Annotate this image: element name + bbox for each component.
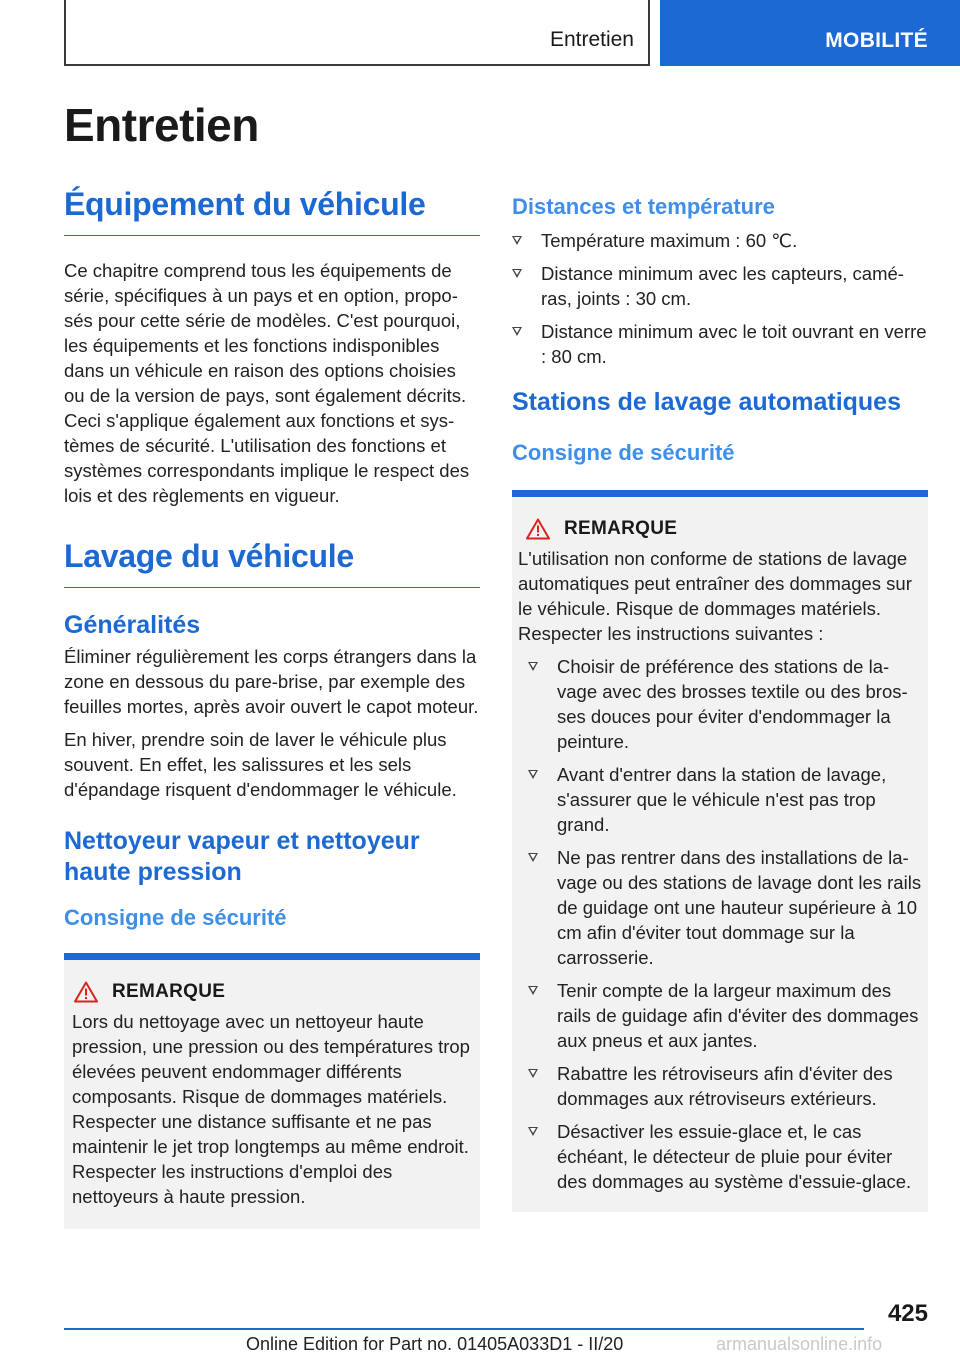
triangle-bullet-icon xyxy=(528,662,538,671)
list-item: Avant d'entrer dans la station de lavage, s'assurer que le véhicule n'est pas trop grand. xyxy=(528,762,922,837)
triangle-bullet-icon xyxy=(528,1127,538,1136)
triangle-bullet-icon xyxy=(528,986,538,995)
list-item: Distance minimum avec le toit ouvrant en verre : 80 cm. xyxy=(512,319,928,369)
general-paragraph-2: En hiver, prendre soin de laver le véhicule plus souvent. En effet, les salissures et les sels d'épandage risquent d'endommager le véhicule. xyxy=(64,729,457,801)
list-item: Choisir de préférence des stations de lavage avec des brosses textile ou des brosses douces pour éviter d'endommager la peinture. xyxy=(528,654,922,754)
page-number: 425 xyxy=(887,1300,928,1327)
right-safety-heading: Consigne de sécurité xyxy=(512,439,735,465)
triangle-bullet-icon xyxy=(528,770,538,779)
general-heading: Généralités xyxy=(64,610,201,639)
list-item: Rabattre les rétroviseurs afin d'éviter des dommages aux rétroviseurs extérieurs. xyxy=(528,1061,922,1111)
warning-triangle-icon xyxy=(526,518,550,540)
washing-heading: Lavage du véhicule xyxy=(64,538,480,588)
list-item: Ne pas rentrer dans des installations de lavage ou des stations de lavage dont les rails de guidage ont une hauteur supérieure à 10 cm afin d'éviter tout dommage sur la carrosserie. xyxy=(528,845,922,970)
list-item: Désactiver les essuie-glace et, le cas échéant, le détecteur de pluie pour éviter des dommages au système d'essuie-glace. xyxy=(528,1119,922,1194)
steam-cleaner-heading: Nettoyeur vapeur et nettoyeur haute pression xyxy=(64,827,420,886)
distances-heading: Distances et température xyxy=(512,194,775,219)
vehicle-equipment-text: Ce chapitre comprend tous les équipements de série, spécifiques à un pays et en option, proposés pour cette série de modèles. C'est pourquoi, les équipements et les fonctions indisponibles dans un véhicule en raison des options choisies ou de la version de pays, sont également décrits. Ceci s'applique également aux fonctions et systèmes de sécurité. L'utilisation des fonctions et systèmes correspondants implique le respect des lois et des règlements en vigueur. xyxy=(64,259,470,506)
warning-triangle-icon xyxy=(74,981,98,1003)
triangle-bullet-icon xyxy=(528,853,538,862)
header-section-label: Entretien xyxy=(549,28,634,51)
left-note-text: Lors du nettoyage avec un nettoyeur haute pression, une pression ou des températures trop élevées peuvent endommager différents composants. Risque de dommages matériels. Respecter une distance suffisante et ne pas maintenir le jet trop longtemps au même endroit. Respecter les instructions d'emploi des nettoyeurs à haute pression. xyxy=(72,1011,470,1208)
right-note-label: REMARQUE xyxy=(564,518,678,540)
left-column xyxy=(64,186,480,1229)
general-paragraph-1: Éliminer régulièrement les corps étrangers dans la zone en dessous du pare-brise, par exemple des feuilles mortes, après avoir ouvert le capot moteur. xyxy=(64,646,479,718)
right-note-text: L'utilisation non conforme de stations de lavage automatiques peut entraîner des dommages sur le véhicule. Risque de dommages matériels. Respecter les instructions suivantes : xyxy=(518,548,912,645)
right-column xyxy=(512,186,928,1212)
triangle-bullet-icon xyxy=(528,1069,538,1078)
list-item: Tenir compte de la largeur maximum des rails de guidage afin d'éviter des dommages aux pneus et aux jantes. xyxy=(528,978,922,1053)
car-wash-instructions-list xyxy=(518,654,922,1194)
footer-edition-text: Online Edition for Part no. 01405A033D1 - II/20 xyxy=(246,1334,624,1354)
triangle-bullet-icon xyxy=(512,327,522,336)
footer-watermark: armanualsonline.info xyxy=(716,1334,883,1354)
page-title: Entretien xyxy=(64,99,259,151)
header-chapter-tab xyxy=(660,0,960,66)
right-warning-note xyxy=(512,490,928,1212)
header-chapter-label: MOBILITÉ xyxy=(825,29,928,52)
header-section-tab xyxy=(64,0,650,66)
left-note-label: REMARQUE xyxy=(112,981,226,1003)
left-safety-heading: Consigne de sécurité xyxy=(64,905,287,931)
vehicle-equipment-heading: Équipement du véhicule xyxy=(64,186,480,236)
list-item: Distance minimum avec les capteurs, caméras, joints : 30 cm. xyxy=(512,261,928,311)
triangle-bullet-icon xyxy=(512,236,522,245)
footer-divider xyxy=(64,1328,864,1330)
distances-list xyxy=(512,228,928,369)
left-warning-note xyxy=(64,953,480,1229)
car-wash-heading: Stations de lavage automatiques xyxy=(512,388,901,417)
list-item: Température maximum : 60 ℃. xyxy=(512,228,928,253)
triangle-bullet-icon xyxy=(512,269,522,278)
